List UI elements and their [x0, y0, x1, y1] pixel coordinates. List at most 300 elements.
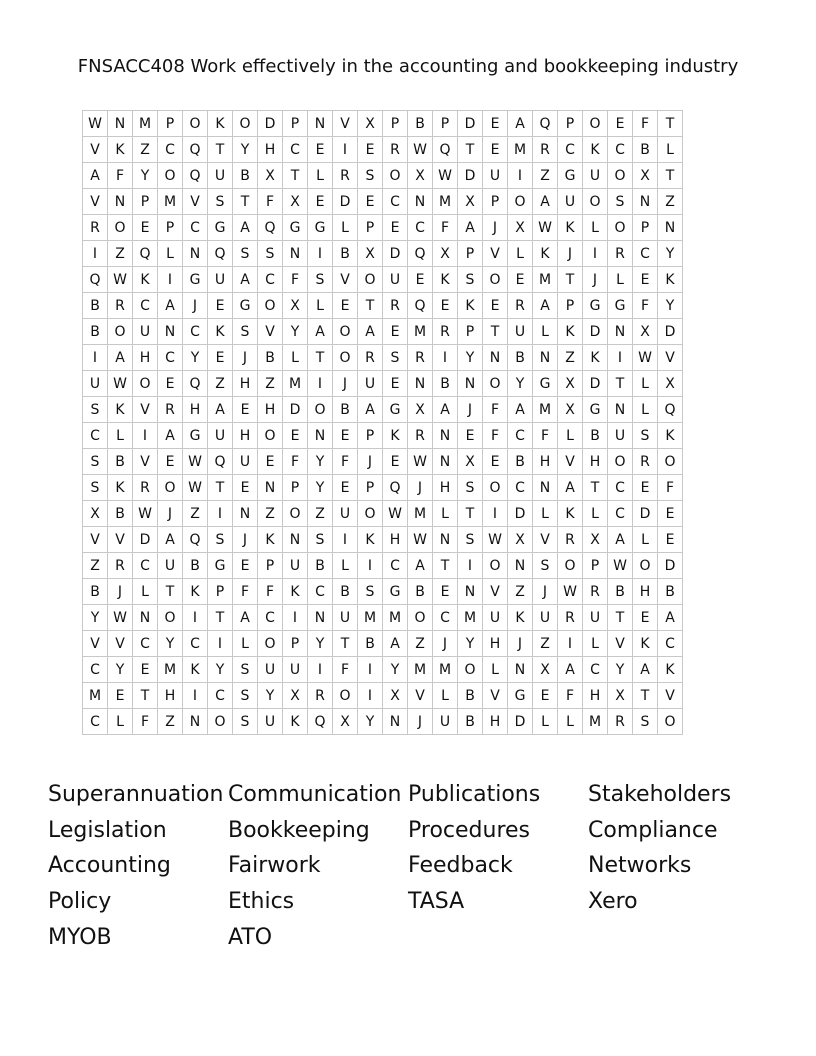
- grid-cell: F: [283, 449, 308, 475]
- grid-row: [83, 319, 683, 345]
- grid-row: [83, 631, 683, 657]
- grid-cell: N: [608, 397, 633, 423]
- grid-cell: L: [608, 267, 633, 293]
- grid-cell: Q: [183, 527, 208, 553]
- grid-cell: W: [108, 605, 133, 631]
- grid-cell: K: [633, 631, 658, 657]
- grid-cell: X: [608, 683, 633, 709]
- grid-cell: K: [183, 579, 208, 605]
- grid-cell: E: [458, 423, 483, 449]
- grid-cell: O: [133, 371, 158, 397]
- grid-cell: T: [458, 501, 483, 527]
- grid-cell: D: [458, 163, 483, 189]
- grid-cell: C: [83, 423, 108, 449]
- grid-cell: R: [358, 345, 383, 371]
- grid-cell: O: [408, 605, 433, 631]
- grid-cell: V: [483, 683, 508, 709]
- grid-cell: U: [608, 423, 633, 449]
- grid-cell: X: [433, 241, 458, 267]
- grid-cell: O: [208, 709, 233, 735]
- grid-cell: C: [183, 319, 208, 345]
- grid-cell: P: [633, 215, 658, 241]
- grid-cell: O: [483, 475, 508, 501]
- grid-cell: K: [208, 111, 233, 137]
- grid-cell: Y: [308, 449, 333, 475]
- grid-cell: Q: [383, 475, 408, 501]
- grid-cell: C: [158, 137, 183, 163]
- grid-cell: U: [433, 709, 458, 735]
- grid-cell: E: [658, 501, 683, 527]
- grid-cell: H: [233, 423, 258, 449]
- grid-cell: V: [133, 397, 158, 423]
- grid-cell: G: [183, 423, 208, 449]
- grid-cell: B: [83, 319, 108, 345]
- grid-cell: R: [108, 293, 133, 319]
- grid-cell: N: [408, 371, 433, 397]
- grid-cell: B: [458, 709, 483, 735]
- grid-cell: H: [383, 527, 408, 553]
- grid-cell: E: [283, 423, 308, 449]
- grid-cell: S: [83, 449, 108, 475]
- grid-cell: R: [608, 709, 633, 735]
- grid-cell: F: [433, 215, 458, 241]
- grid-cell: W: [533, 215, 558, 241]
- grid-cell: N: [308, 423, 333, 449]
- grid-cell: U: [83, 371, 108, 397]
- grid-cell: A: [158, 527, 183, 553]
- grid-cell: A: [358, 397, 383, 423]
- grid-cell: M: [283, 371, 308, 397]
- grid-cell: X: [333, 709, 358, 735]
- grid-cell: O: [258, 631, 283, 657]
- grid-cell: N: [158, 319, 183, 345]
- grid-cell: R: [383, 137, 408, 163]
- grid-cell: W: [608, 553, 633, 579]
- grid-cell: O: [333, 319, 358, 345]
- grid-cell: Y: [383, 657, 408, 683]
- grid-cell: F: [633, 293, 658, 319]
- grid-cell: P: [283, 475, 308, 501]
- grid-cell: C: [383, 189, 408, 215]
- grid-cell: I: [208, 631, 233, 657]
- grid-cell: F: [658, 475, 683, 501]
- grid-cell: N: [433, 527, 458, 553]
- grid-cell: T: [608, 605, 633, 631]
- grid-cell: P: [358, 215, 383, 241]
- grid-cell: M: [433, 657, 458, 683]
- grid-cell: D: [633, 501, 658, 527]
- grid-cell: G: [533, 371, 558, 397]
- grid-cell: Z: [408, 631, 433, 657]
- grid-cell: O: [183, 111, 208, 137]
- grid-cell: E: [508, 267, 533, 293]
- grid-cell: V: [658, 683, 683, 709]
- grid-cell: H: [633, 579, 658, 605]
- grid-cell: B: [233, 163, 258, 189]
- grid-cell: L: [533, 501, 558, 527]
- grid-cell: T: [483, 319, 508, 345]
- grid-cell: Q: [408, 241, 433, 267]
- grid-cell: K: [508, 605, 533, 631]
- grid-cell: M: [583, 709, 608, 735]
- grid-cell: H: [483, 709, 508, 735]
- grid-cell: E: [158, 371, 183, 397]
- grid-cell: Q: [208, 449, 233, 475]
- grid-cell: I: [483, 501, 508, 527]
- grid-cell: Q: [433, 137, 458, 163]
- grid-cell: I: [358, 683, 383, 709]
- word-list-item: Networks: [588, 853, 692, 879]
- grid-cell: T: [358, 293, 383, 319]
- word-list-item: Bookkeeping: [228, 817, 370, 843]
- grid-cell: U: [208, 423, 233, 449]
- grid-cell: Y: [283, 319, 308, 345]
- grid-cell: N: [433, 449, 458, 475]
- grid-cell: B: [258, 345, 283, 371]
- grid-cell: E: [408, 267, 433, 293]
- grid-cell: S: [358, 163, 383, 189]
- grid-cell: J: [458, 397, 483, 423]
- grid-cell: O: [358, 267, 383, 293]
- grid-cell: J: [183, 293, 208, 319]
- grid-cell: K: [108, 397, 133, 423]
- grid-cell: I: [308, 657, 333, 683]
- grid-cell: C: [433, 605, 458, 631]
- grid-cell: L: [533, 709, 558, 735]
- grid-cell: R: [433, 319, 458, 345]
- grid-cell: L: [308, 163, 333, 189]
- grid-cell: S: [458, 527, 483, 553]
- grid-cell: N: [408, 189, 433, 215]
- grid-cell: V: [108, 631, 133, 657]
- grid-cell: F: [333, 657, 358, 683]
- grid-row: [83, 709, 683, 735]
- word-list-item: Xero: [588, 889, 638, 915]
- grid-cell: C: [133, 293, 158, 319]
- grid-cell: R: [533, 137, 558, 163]
- grid-cell: Q: [133, 241, 158, 267]
- grid-cell: D: [333, 189, 358, 215]
- grid-cell: C: [133, 553, 158, 579]
- grid-cell: O: [558, 553, 583, 579]
- grid-cell: I: [83, 241, 108, 267]
- grid-cell: O: [358, 501, 383, 527]
- grid-cell: O: [108, 215, 133, 241]
- grid-cell: S: [208, 527, 233, 553]
- grid-cell: R: [583, 579, 608, 605]
- grid-cell: G: [583, 397, 608, 423]
- grid-cell: X: [408, 163, 433, 189]
- grid-cell: S: [458, 475, 483, 501]
- grid-cell: Z: [258, 501, 283, 527]
- grid-cell: F: [558, 683, 583, 709]
- grid-cell: C: [408, 215, 433, 241]
- grid-cell: O: [458, 657, 483, 683]
- grid-cell: C: [183, 631, 208, 657]
- word-list-item: Accounting: [48, 853, 171, 879]
- grid-cell: F: [108, 163, 133, 189]
- grid-cell: A: [108, 345, 133, 371]
- grid-cell: O: [508, 189, 533, 215]
- grid-cell: R: [608, 241, 633, 267]
- grid-cell: L: [108, 709, 133, 735]
- grid-cell: C: [608, 501, 633, 527]
- grid-cell: C: [658, 631, 683, 657]
- grid-cell: D: [283, 397, 308, 423]
- grid-cell: P: [158, 215, 183, 241]
- grid-cell: U: [383, 267, 408, 293]
- grid-cell: M: [458, 605, 483, 631]
- grid-cell: N: [183, 709, 208, 735]
- grid-cell: W: [483, 527, 508, 553]
- word-list-item: Publications: [408, 782, 541, 807]
- grid-cell: N: [508, 553, 533, 579]
- grid-cell: N: [308, 111, 333, 137]
- grid-cell: M: [533, 267, 558, 293]
- grid-cell: T: [208, 605, 233, 631]
- grid-cell: H: [158, 683, 183, 709]
- grid-cell: N: [108, 111, 133, 137]
- grid-cell: G: [383, 579, 408, 605]
- grid-cell: T: [633, 683, 658, 709]
- grid-cell: A: [533, 293, 558, 319]
- grid-cell: U: [358, 371, 383, 397]
- grid-cell: N: [533, 345, 558, 371]
- grid-cell: E: [308, 189, 333, 215]
- grid-cell: J: [333, 371, 358, 397]
- grid-cell: B: [408, 111, 433, 137]
- grid-cell: P: [458, 241, 483, 267]
- grid-cell: K: [283, 709, 308, 735]
- grid-cell: O: [608, 163, 633, 189]
- grid-cell: R: [308, 683, 333, 709]
- grid-cell: K: [283, 579, 308, 605]
- grid-cell: E: [208, 293, 233, 319]
- grid-cell: E: [358, 137, 383, 163]
- grid-cell: F: [283, 267, 308, 293]
- grid-cell: V: [608, 631, 633, 657]
- grid-cell: A: [408, 553, 433, 579]
- grid-cell: W: [433, 163, 458, 189]
- grid-cell: F: [133, 709, 158, 735]
- grid-cell: J: [508, 631, 533, 657]
- grid-cell: X: [283, 293, 308, 319]
- grid-cell: A: [433, 397, 458, 423]
- grid-cell: M: [408, 319, 433, 345]
- grid-cell: Q: [408, 293, 433, 319]
- grid-cell: X: [633, 319, 658, 345]
- grid-row: [83, 111, 683, 137]
- grid-cell: Z: [258, 371, 283, 397]
- grid-cell: R: [83, 215, 108, 241]
- grid-cell: E: [158, 449, 183, 475]
- grid-cell: E: [258, 449, 283, 475]
- grid-cell: E: [358, 189, 383, 215]
- grid-cell: H: [483, 631, 508, 657]
- grid-cell: E: [333, 423, 358, 449]
- grid-cell: Y: [458, 345, 483, 371]
- grid-cell: U: [558, 189, 583, 215]
- grid-cell: A: [458, 215, 483, 241]
- grid-row: [83, 189, 683, 215]
- grid-cell: S: [233, 709, 258, 735]
- grid-cell: U: [283, 553, 308, 579]
- grid-cell: K: [258, 527, 283, 553]
- grid-cell: B: [308, 553, 333, 579]
- grid-cell: C: [158, 345, 183, 371]
- grid-cell: L: [658, 137, 683, 163]
- grid-cell: V: [533, 527, 558, 553]
- grid-cell: G: [308, 215, 333, 241]
- grid-cell: L: [558, 709, 583, 735]
- grid-cell: D: [258, 111, 283, 137]
- grid-cell: A: [383, 631, 408, 657]
- grid-cell: U: [333, 501, 358, 527]
- grid-cell: T: [658, 111, 683, 137]
- grid-cell: P: [583, 553, 608, 579]
- word-list-item: Communication: [228, 782, 402, 807]
- grid-row: [83, 657, 683, 683]
- grid-cell: M: [158, 189, 183, 215]
- grid-cell: M: [383, 605, 408, 631]
- grid-cell: O: [633, 553, 658, 579]
- grid-cell: E: [333, 475, 358, 501]
- grid-cell: Y: [108, 657, 133, 683]
- grid-cell: P: [433, 111, 458, 137]
- grid-cell: U: [483, 163, 508, 189]
- grid-cell: G: [208, 553, 233, 579]
- word-list: [48, 780, 768, 958]
- grid-cell: I: [333, 527, 358, 553]
- grid-row: [83, 475, 683, 501]
- grid-cell: R: [508, 293, 533, 319]
- word-list-item: Superannuation: [48, 782, 224, 807]
- grid-cell: B: [658, 579, 683, 605]
- grid-cell: W: [383, 501, 408, 527]
- grid-cell: Z: [558, 345, 583, 371]
- grid-cell: Q: [183, 371, 208, 397]
- grid-cell: E: [433, 579, 458, 605]
- grid-cell: N: [608, 319, 633, 345]
- grid-cell: Z: [108, 241, 133, 267]
- grid-cell: G: [383, 397, 408, 423]
- grid-cell: N: [508, 657, 533, 683]
- grid-cell: G: [183, 267, 208, 293]
- grid-cell: C: [383, 553, 408, 579]
- grid-cell: O: [333, 683, 358, 709]
- grid-cell: C: [83, 709, 108, 735]
- grid-cell: V: [483, 579, 508, 605]
- grid-cell: B: [83, 293, 108, 319]
- grid-cell: L: [308, 293, 333, 319]
- grid-cell: X: [283, 189, 308, 215]
- grid-cell: X: [558, 371, 583, 397]
- grid-cell: W: [183, 475, 208, 501]
- grid-cell: M: [533, 397, 558, 423]
- grid-cell: O: [583, 189, 608, 215]
- grid-cell: P: [558, 293, 583, 319]
- grid-cell: Z: [183, 501, 208, 527]
- grid-cell: V: [108, 527, 133, 553]
- grid-cell: B: [108, 501, 133, 527]
- grid-cell: E: [483, 293, 508, 319]
- grid-cell: G: [583, 293, 608, 319]
- grid-cell: Y: [508, 371, 533, 397]
- grid-cell: L: [633, 527, 658, 553]
- grid-cell: X: [508, 527, 533, 553]
- grid-cell: U: [283, 657, 308, 683]
- grid-cell: M: [508, 137, 533, 163]
- grid-cell: S: [383, 345, 408, 371]
- grid-cell: E: [233, 397, 258, 423]
- grid-cell: A: [558, 475, 583, 501]
- word-list-item: Compliance: [588, 817, 718, 843]
- grid-cell: K: [433, 267, 458, 293]
- grid-cell: J: [583, 267, 608, 293]
- grid-cell: O: [583, 111, 608, 137]
- grid-cell: V: [558, 449, 583, 475]
- grid-cell: I: [308, 371, 333, 397]
- grid-cell: Z: [208, 371, 233, 397]
- grid-cell: M: [358, 605, 383, 631]
- grid-cell: F: [258, 579, 283, 605]
- grid-cell: A: [233, 267, 258, 293]
- grid-cell: G: [283, 215, 308, 241]
- grid-cell: U: [258, 709, 283, 735]
- grid-cell: Y: [358, 709, 383, 735]
- grid-cell: R: [558, 527, 583, 553]
- grid-cell: B: [583, 423, 608, 449]
- page-title: FNSACC408 Work effectively in the accounting and bookkeeping industry: [77, 56, 739, 77]
- grid-cell: U: [583, 605, 608, 631]
- grid-cell: T: [458, 137, 483, 163]
- grid-cell: U: [533, 605, 558, 631]
- grid-cell: O: [383, 163, 408, 189]
- grid-cell: I: [333, 137, 358, 163]
- grid-cell: Q: [183, 137, 208, 163]
- grid-cell: A: [658, 605, 683, 631]
- grid-cell: X: [258, 163, 283, 189]
- grid-cell: Y: [133, 163, 158, 189]
- grid-cell: E: [133, 215, 158, 241]
- grid-cell: A: [558, 657, 583, 683]
- grid-cell: M: [158, 657, 183, 683]
- grid-cell: D: [133, 527, 158, 553]
- grid-cell: C: [133, 631, 158, 657]
- grid-cell: Q: [258, 215, 283, 241]
- grid-cell: K: [558, 319, 583, 345]
- grid-cell: S: [208, 189, 233, 215]
- word-list-item: Policy: [48, 889, 112, 915]
- grid-row: [83, 449, 683, 475]
- grid-cell: E: [533, 683, 558, 709]
- grid-cell: W: [108, 371, 133, 397]
- grid-cell: B: [333, 241, 358, 267]
- grid-cell: D: [383, 241, 408, 267]
- grid-cell: O: [283, 501, 308, 527]
- grid-cell: D: [583, 319, 608, 345]
- grid-cell: I: [508, 163, 533, 189]
- grid-cell: O: [308, 397, 333, 423]
- word-list-item: Fairwork: [228, 853, 321, 879]
- grid-cell: T: [283, 163, 308, 189]
- grid-cell: N: [533, 475, 558, 501]
- grid-cell: T: [158, 579, 183, 605]
- grid-cell: W: [633, 345, 658, 371]
- grid-cell: P: [133, 189, 158, 215]
- grid-cell: P: [483, 189, 508, 215]
- grid-cell: L: [558, 423, 583, 449]
